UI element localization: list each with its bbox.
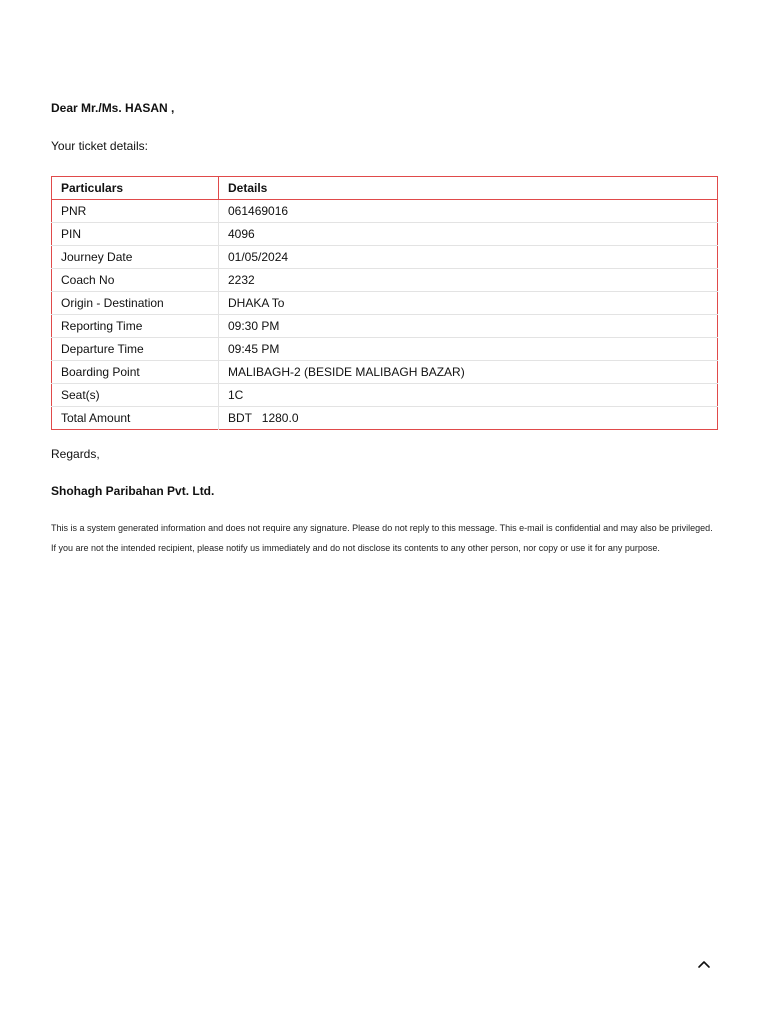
row-label: Total Amount xyxy=(52,407,219,430)
row-label: PNR xyxy=(52,200,219,223)
row-value: 01/05/2024 xyxy=(219,246,718,269)
table-row xyxy=(52,384,718,407)
regards-text: Regards, xyxy=(51,447,100,461)
greeting: Dear Mr./Ms. HASAN , xyxy=(51,101,175,115)
row-label: Reporting Time xyxy=(52,315,219,338)
row-label: Departure Time xyxy=(52,338,219,361)
scroll-to-top-button[interactable] xyxy=(694,954,714,974)
row-value: 09:30 PM xyxy=(219,315,718,338)
table-row xyxy=(52,315,718,338)
row-value: 09:45 PM xyxy=(219,338,718,361)
row-value: 1C xyxy=(219,384,718,407)
row-label: PIN xyxy=(52,223,219,246)
disclaimer-text: This is a system generated information and does not require any signature. Please do not reply to this message. This e-mail is confidential and may also be privileged. If you are not the intended recipient, please notify us immediately and do not disclose its contents to any other person, nor copy or use it for any purpose. xyxy=(51,523,713,553)
row-label: Boarding Point xyxy=(52,361,219,384)
row-value: MALIBAGH-2 (BESIDE MALIBAGH BAZAR) xyxy=(219,361,718,384)
table-header-row xyxy=(52,177,718,200)
ticket-details-table xyxy=(51,176,718,430)
row-label: Seat(s) xyxy=(52,384,219,407)
table-row xyxy=(52,407,718,430)
row-value: 2232 xyxy=(219,269,718,292)
row-label: Journey Date xyxy=(52,246,219,269)
header-details: Details xyxy=(219,177,718,200)
table-row xyxy=(52,246,718,269)
table-row xyxy=(52,223,718,246)
chevron-up-icon xyxy=(697,959,711,969)
intro-text: Your ticket details: xyxy=(51,139,148,153)
table-row xyxy=(52,292,718,315)
company-name: Shohagh Paribahan Pvt. Ltd. xyxy=(51,484,215,498)
table-row xyxy=(52,338,718,361)
row-label: Origin - Destination xyxy=(52,292,219,315)
table-row xyxy=(52,269,718,292)
row-value: DHAKA To xyxy=(219,292,718,315)
header-particulars: Particulars xyxy=(52,177,219,200)
row-label: Coach No xyxy=(52,269,219,292)
table-row xyxy=(52,200,718,223)
table-row xyxy=(52,361,718,384)
row-value: 061469016 xyxy=(219,200,718,223)
row-value: 4096 xyxy=(219,223,718,246)
row-value: BDT 1280.0 xyxy=(228,411,299,425)
